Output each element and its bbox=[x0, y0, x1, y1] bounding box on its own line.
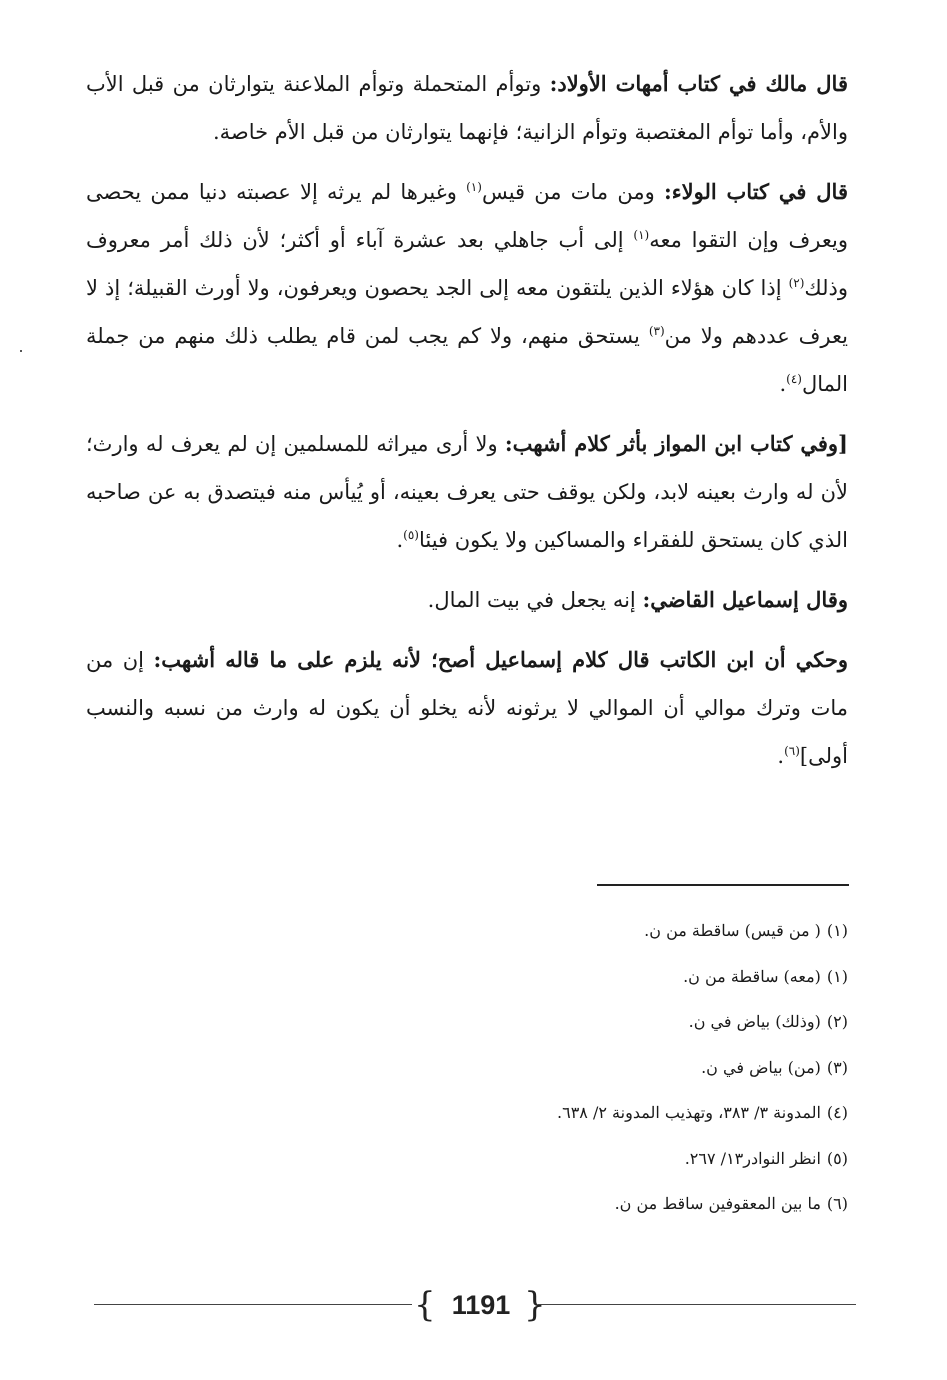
paragraph-text: ولا أرى ميراثه للمسلمين إن لم يعرف له وارث؛ لأن له وارث بعينه لابد، ولكن يوقف حتى يعرف بعينه، أو يُيأس منه فيتصدق به عن صاحبه الذي كان يستحق للفقراء والمساكين ولا يكون فيئا bbox=[86, 432, 848, 552]
footnote-marker[interactable]: (٢) bbox=[788, 276, 805, 290]
footnote-item bbox=[300, 999, 848, 1045]
paragraph-3 bbox=[86, 420, 848, 564]
footnote-item bbox=[300, 954, 848, 1000]
paragraph-text: . bbox=[777, 744, 785, 768]
footnote-marker[interactable]: (٤) bbox=[786, 372, 802, 386]
footnotes bbox=[300, 908, 848, 1227]
footnote-separator bbox=[597, 884, 849, 886]
paragraph-text: إنه يجعل في بيت المال. bbox=[427, 588, 643, 612]
paragraph-text: إذا كان هؤلاء الذين يلتقون معه إلى الجد يحصون ويعرفون، ولا أورث القبيلة؛ إذ لا يعرف عددهم ولا من bbox=[86, 276, 848, 348]
footnote-text: ( من قيس) ساقطة من ن. bbox=[644, 921, 821, 940]
paragraph-lead: قال في كتاب الولاء: bbox=[664, 179, 848, 204]
footnote-text: (من) بياض في ن. bbox=[701, 1057, 821, 1077]
paragraph-4 bbox=[86, 576, 848, 624]
footnote-number: (٢) bbox=[826, 1012, 848, 1031]
page-number: 1191 bbox=[451, 1290, 511, 1320]
scan-speck bbox=[20, 350, 22, 352]
footnote-number: (١) bbox=[826, 921, 848, 940]
footer-rule-right bbox=[538, 1304, 856, 1305]
footnote-item bbox=[300, 1136, 848, 1182]
footnote-marker[interactable]: (١) bbox=[466, 180, 482, 194]
footnote-number: (٤) bbox=[826, 1103, 848, 1122]
main-text bbox=[86, 60, 848, 792]
paragraph-2 bbox=[86, 168, 848, 408]
paragraph-lead: قال مالك في كتاب أمهات الأولاد: bbox=[549, 71, 848, 96]
paragraph-text: وتوأم المتحملة وتوأم الملاعنة يتوارثان من قبل الأب والأم، وأما توأم المغتصبة وتوأم الزانية؛ فإنهما يتوارثان من قبل الأم خاصة. bbox=[86, 72, 848, 144]
footnote-text: المدونة ٣/ ٣٨٣، وتهذيب المدونة ٢/ ٦٣٨. bbox=[557, 1103, 821, 1122]
paragraph-lead: [وفي كتاب ابن المواز بأثر كلام أشهب: bbox=[504, 431, 848, 456]
footnote-number: (٣) bbox=[826, 1057, 848, 1077]
footnote-marker[interactable]: (٣) bbox=[648, 324, 665, 338]
page-number-bracket-close: } bbox=[524, 1285, 546, 1325]
footnote-marker[interactable]: (٥) bbox=[403, 528, 419, 542]
paragraph-5 bbox=[86, 636, 848, 780]
paragraph-text: . bbox=[779, 372, 787, 396]
paragraph-lead: وحكي أن ابن الكاتب قال كلام إسماعيل أصح؛ لأنه يلزم على ما قاله أشهب: bbox=[153, 647, 849, 672]
paragraph-text: إلى أب جاهلي بعد عشرة آباء أو أكثر؛ لأن ذلك أمر معروف وذلك bbox=[86, 228, 848, 300]
footnote-item bbox=[300, 1090, 848, 1136]
footnote-number: (١) bbox=[826, 966, 848, 986]
paragraph-text: ومن مات من قيس bbox=[481, 180, 664, 204]
footnote-item bbox=[300, 1045, 848, 1091]
page-number-bracket-open: { bbox=[414, 1285, 436, 1325]
footnote-text: انظر النوادر١٣/ ٢٦٧. bbox=[684, 1148, 821, 1168]
footnote-item bbox=[300, 1181, 848, 1227]
paragraph-lead: وقال إسماعيل القاضي: bbox=[642, 587, 848, 612]
footnote-item bbox=[300, 908, 848, 954]
footnote-marker[interactable]: (٦) bbox=[784, 744, 800, 758]
footnote-number: (٦) bbox=[826, 1194, 848, 1213]
footnote-text: (معه) ساقطة من ن. bbox=[683, 966, 821, 986]
paragraph-1 bbox=[86, 60, 848, 156]
paragraph-text: وغيرها لم يرثه إلا عصبته دنيا ممن يحصى ويعرف وإن التقوا معه bbox=[86, 180, 848, 252]
footer-rule-left bbox=[94, 1304, 412, 1305]
footnote-number: (٥) bbox=[826, 1148, 848, 1168]
footnote-text: (وذلك) بياض في ن. bbox=[688, 1012, 821, 1031]
footnote-text: ما بين المعقوفين ساقط من ن. bbox=[614, 1194, 821, 1213]
page-footer bbox=[94, 1285, 856, 1325]
paragraph-text: إن من مات وترك موالي أن الموالي لا يرثونه لأنه يخلو أن يكون له وارث من نسبه والنسب أولى] bbox=[86, 648, 848, 768]
paragraph-text: يستحق منهم، ولا كم يجب لمن قام يطلب ذلك منهم من جملة المال bbox=[86, 324, 848, 396]
footnote-marker[interactable]: (١) bbox=[633, 228, 650, 242]
paragraph-text: . bbox=[396, 528, 404, 552]
